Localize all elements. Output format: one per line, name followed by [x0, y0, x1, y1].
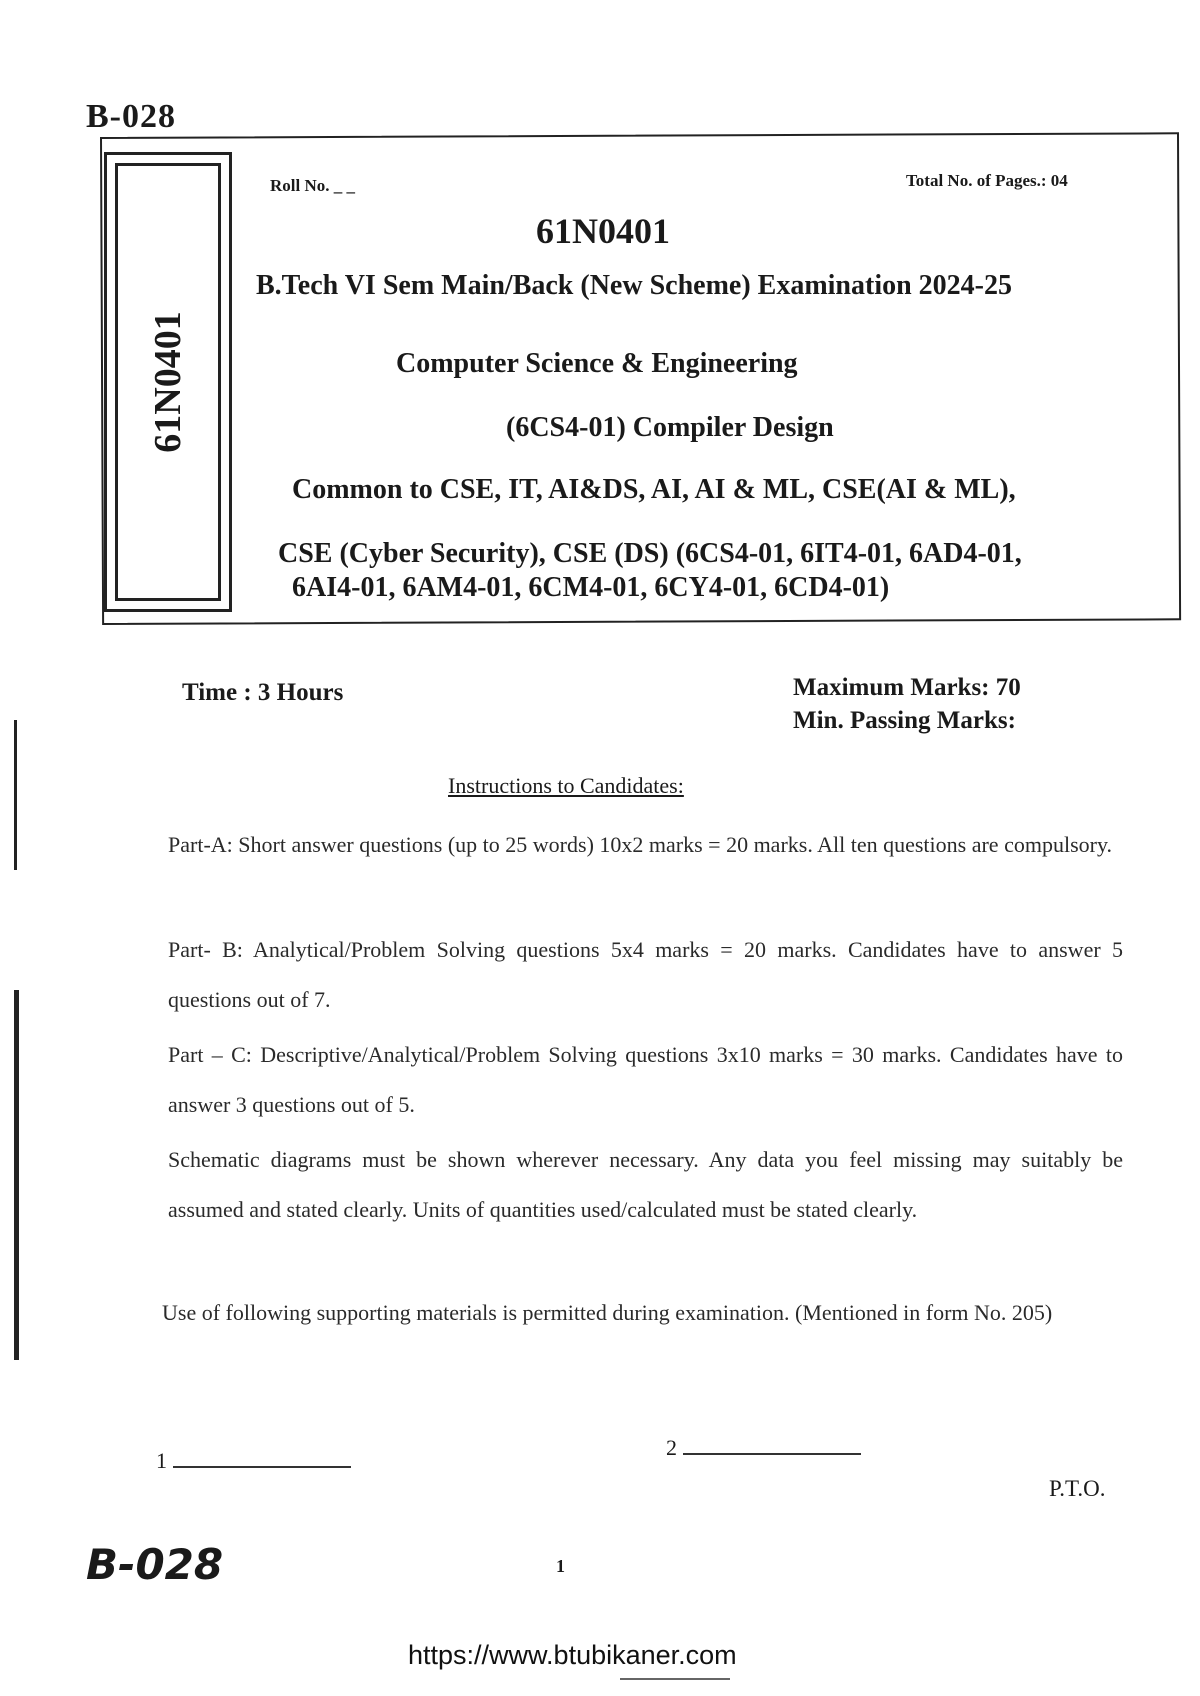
maximum-marks: Maximum Marks: 70 — [793, 674, 1021, 701]
common-to-line-1: Common to CSE, IT, AI&DS, AI, AI & ML, CSE(AI & ML), — [292, 474, 1016, 505]
instructions-heading: Instructions to Candidates: — [448, 773, 684, 798]
department: Computer Science & Engineering — [396, 348, 798, 379]
instruction-part-a: Part-A: Short answer questions (up to 25 words) 10x2 marks = 20 marks. All ten questions are compulsory. — [168, 832, 1113, 857]
signature-slot-1 — [156, 1448, 351, 1474]
subject: (6CS4-01) Compiler Design — [506, 412, 834, 443]
signature-slot-1-label: 1 — [156, 1448, 167, 1473]
scan-margin-mark — [14, 990, 19, 1360]
exam-title: B.Tech VI Sem Main/Back (New Scheme) Examination 2024-25 — [256, 270, 1012, 301]
page-number: 1 — [556, 1556, 565, 1576]
instruction-schematic: Schematic diagrams must be shown wherever necessary. Any data you feel missing may suitably be assumed and stated clearly. Units of quantities used/calculated must be stated clearly. — [168, 1147, 1123, 1222]
scan-margin-mark — [14, 720, 17, 870]
top-booklet-code: B-028 — [86, 98, 176, 135]
footer-url[interactable]: https://www.btubikaner.com — [408, 1640, 737, 1670]
side-paper-code-text: 61N0401 — [147, 311, 189, 453]
please-turn-over: P.T.O. — [1049, 1476, 1106, 1501]
exam-time: Time : 3 Hours — [182, 679, 344, 706]
instruction-part-c: Part – C: Descriptive/Analytical/Problem Solving questions 3x10 marks = 30 marks. Candidates have to answer 3 questions out of 5. — [168, 1042, 1123, 1117]
instruction-materials: Use of following supporting materials is permitted during examination. (Mentioned in form No. 205) — [162, 1300, 1053, 1325]
signature-slot-2-label: 2 — [666, 1435, 677, 1460]
roll-no-label: Roll No. _ _ — [270, 176, 355, 195]
bottom-booklet-code: B-028 — [86, 1540, 224, 1589]
common-to-line-3: 6AI4-01, 6AM4-01, 6CM4-01, 6CY4-01, 6CD4-01) — [292, 572, 890, 603]
min-passing-marks: Min. Passing Marks: — [793, 707, 1016, 734]
footer-rule — [620, 1678, 730, 1680]
paper-code: 61N0401 — [536, 211, 670, 251]
instruction-part-b: Part- B: Analytical/Problem Solving questions 5x4 marks = 20 marks. Candidates have to answer 5 questions out of 7. — [168, 937, 1123, 1012]
total-pages: Total No. of Pages.: 04 — [906, 171, 1068, 190]
common-to-line-2: CSE (Cyber Security), CSE (DS) (6CS4-01, 6IT4-01, 6AD4-01, — [278, 538, 1022, 569]
signature-slot-2 — [666, 1435, 861, 1461]
